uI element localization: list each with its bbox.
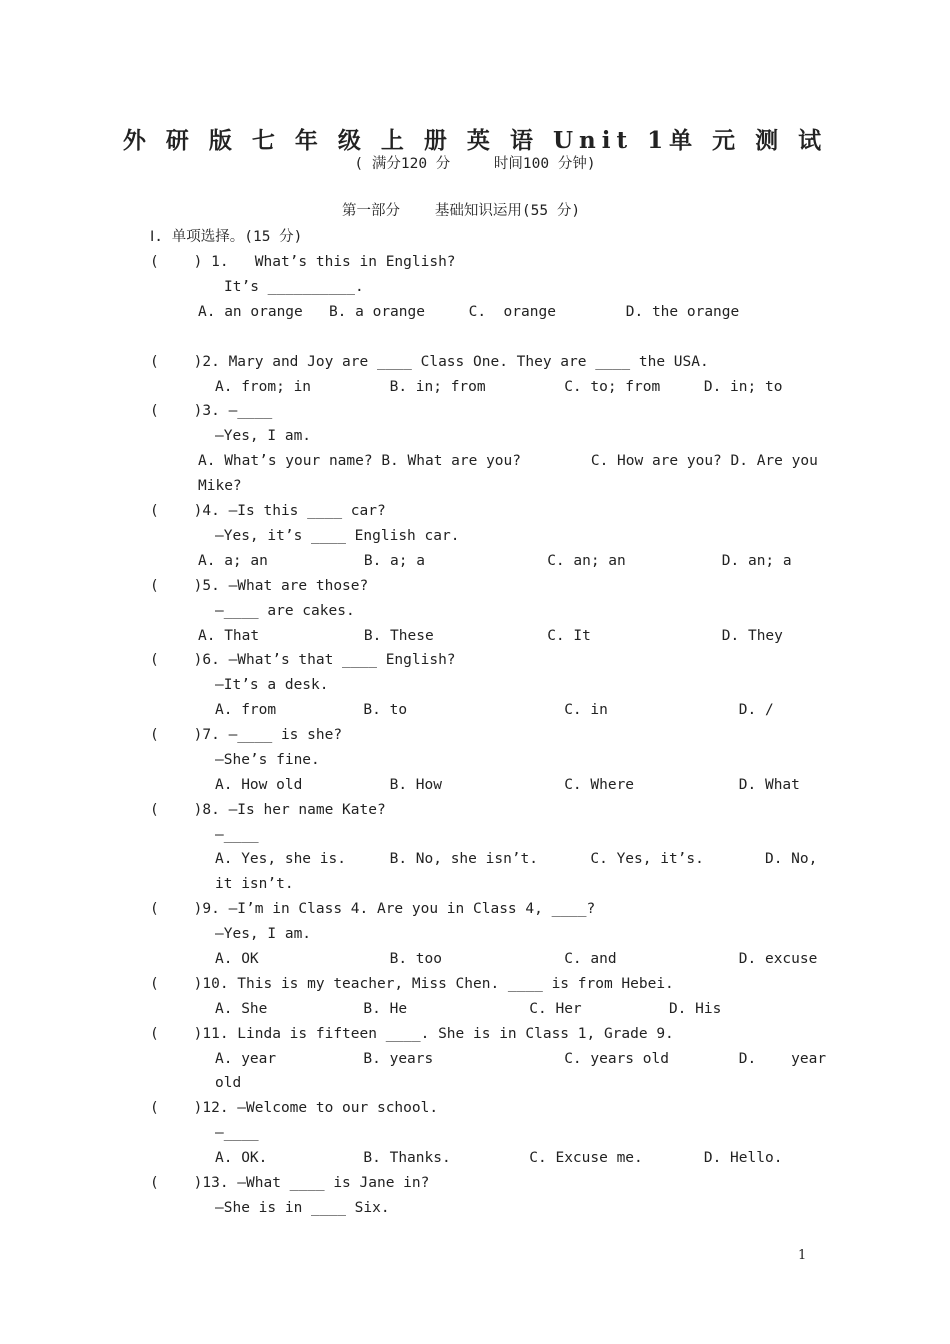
question-line: —She is in ____ Six. xyxy=(215,1200,390,1216)
question-line: —____ xyxy=(215,827,259,843)
question-line: ( )5. —What are those? xyxy=(150,578,369,594)
question-line: it isn’t. xyxy=(215,876,294,892)
question-line: A. from; in B. in; from C. to; from D. in; to xyxy=(215,379,783,395)
question-line: ( )12. —Welcome to our school. xyxy=(150,1100,439,1116)
question-line: ( )8. —Is her name Kate? xyxy=(150,802,386,818)
question-line: —Yes, I am. xyxy=(215,926,312,942)
question-line: —____ are cakes. xyxy=(215,603,355,619)
question-line: A. OK. B. Thanks. C. Excuse me. D. Hello. xyxy=(215,1150,783,1166)
question-line: A. How old B. How C. Where D. What xyxy=(215,777,800,793)
question-line: A. from B. to C. in D. / xyxy=(215,702,774,718)
part-heading: 第一部分 基础知识运用(55 分) xyxy=(342,203,581,219)
question-line: ( )7. —____ is she? xyxy=(150,727,343,743)
question-line: It’s __________. xyxy=(224,279,364,295)
question-line: A. year B. years C. years old D. year xyxy=(215,1051,827,1067)
question-line: ( )4. —Is this ____ car? xyxy=(150,503,386,519)
question-line: Mike? xyxy=(198,478,242,494)
section-heading: Ⅰ. 单项选择。(15 分) xyxy=(150,229,303,245)
question-line: A. an orange B. a orange C. orange D. the orange xyxy=(198,304,740,320)
document-title: 外 研 版 七 年 级 上 册 英 语 Unit 1单 元 测 试 xyxy=(122,127,828,154)
question-line: A. She B. He C. Her D. His xyxy=(215,1001,722,1017)
question-line: ( )3. —____ xyxy=(150,403,273,419)
question-line: old xyxy=(215,1075,242,1091)
question-line: A. Yes, she is. B. No, she isn’t. C. Yes, it’s. D. No, xyxy=(215,851,818,867)
question-line: A. What’s your name? B. What are you? C. How are you? D. Are you xyxy=(198,453,818,469)
question-line: A. That B. These C. It D. They xyxy=(198,628,783,644)
question-line: ( )13. —What ____ is Jane in? xyxy=(150,1175,430,1191)
question-line: A. OK B. too C. and D. excuse xyxy=(215,951,818,967)
question-line: ( )9. —I’m in Class 4. Are you in Class 4, ____? xyxy=(150,901,596,917)
question-line: A. a; an B. a; a C. an; an D. an; a xyxy=(198,553,792,569)
document-subtitle: ( 满分120 分 时间100 分钟) xyxy=(354,156,596,172)
question-line: —It’s a desk. xyxy=(215,677,329,693)
question-line: —Yes, it’s ____ English car. xyxy=(215,528,460,544)
question-line: —She’s fine. xyxy=(215,752,320,768)
question-line: —____ xyxy=(215,1125,259,1141)
question-line: ( ) 1. What’s this in English? xyxy=(150,254,456,270)
question-line: ( )6. —What’s that ____ English? xyxy=(150,652,456,668)
page-number: 1 xyxy=(798,1248,807,1263)
question-line: —Yes, I am. xyxy=(215,428,312,444)
question-line: ( )2. Mary and Joy are ____ Class One. They are ____ the USA. xyxy=(150,354,709,370)
question-line: ( )11. Linda is fifteen ____. She is in Class 1, Grade 9. xyxy=(150,1026,674,1042)
question-line: ( )10. This is my teacher, Miss Chen. ____ is from Hebei. xyxy=(150,976,674,992)
